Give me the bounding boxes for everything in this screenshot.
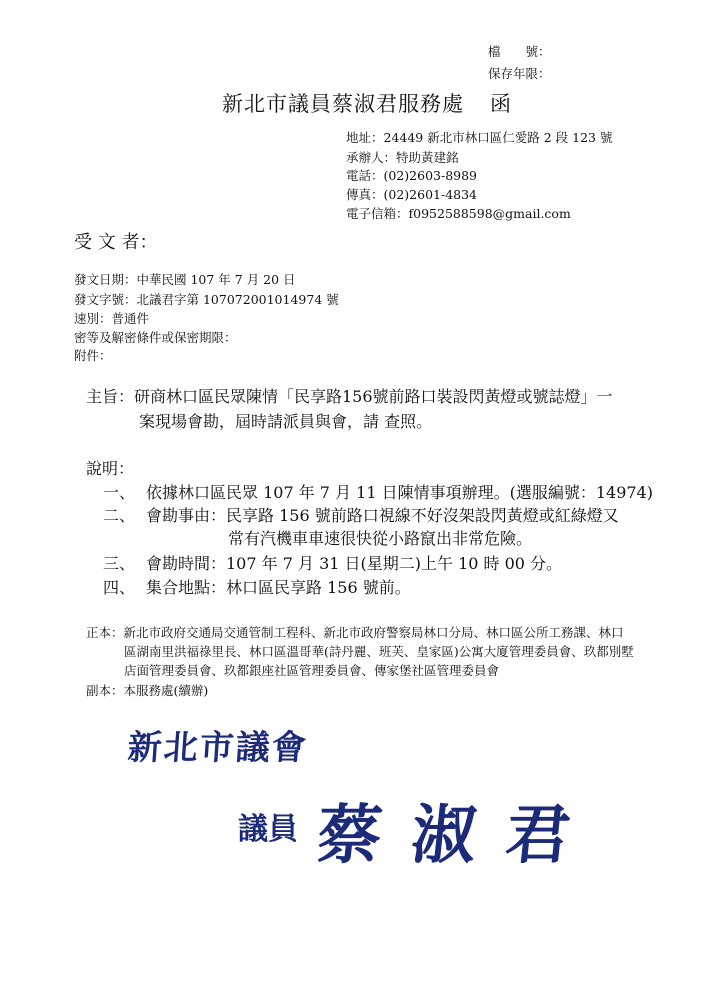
explanation-item-1-number: 一、 <box>103 483 136 502</box>
secrecy-level: 密等及解密條件或保密期限： <box>74 330 237 345</box>
contact-email: 電子信箱：f0952588598@gmail.com <box>346 206 571 221</box>
recipient-label: 受 文 者： <box>74 232 158 253</box>
original-recipients-line-1: 正本：新北市政府交通局交通管制工程科、新北市政府警察局林口分局、林口區公所工務課、林口 <box>86 625 624 640</box>
explanation-item-1-text: 依據林口區民眾 107 年 7 月 11 日陳情事項辦理。(選服編號：14974) <box>146 483 653 502</box>
document-title <box>222 88 512 118</box>
attachment-label: 附件： <box>74 348 112 363</box>
explanation-item-4-number: 四、 <box>103 578 136 597</box>
councilor-title-seal: 議員 <box>238 812 298 847</box>
reference-number: 發文字號：北議君字第 107072001014974 號 <box>74 292 339 307</box>
copy-recipients: 副本：本服務處(續辦) <box>86 683 209 698</box>
explanation-item-2-continuation: 常有汽機車車速很快從小路竄出非常危險。 <box>228 529 533 548</box>
councilor-name-seal: 蔡 淑 君 <box>313 798 578 873</box>
original-recipients-line-3: 店面管理委員會、玖都銀座社區管理委員會、傳家堡社區管理委員會 <box>124 663 500 678</box>
explanation-heading: 說明： <box>86 459 135 478</box>
council-seal-text: 新北市議會 <box>126 728 310 768</box>
contact-phone: 電話：(02)2603-8989 <box>346 168 478 183</box>
contact-fax: 傳真：(02)2601-4834 <box>346 187 478 202</box>
retention-period-label: 保存年限： <box>488 66 551 81</box>
contact-address: 地址：24449 新北市林口區仁愛路 2 段 123 號 <box>346 130 613 145</box>
document-type: 函 <box>490 92 512 116</box>
explanation-item-4-text: 集合地點：林口區民享路 156 號前。 <box>146 578 411 597</box>
explanation-item-2-number: 二、 <box>103 506 136 525</box>
file-number-label: 檔 號： <box>488 44 551 59</box>
explanation-item-3-text: 會勘時間：107 年 7 月 31 日(星期二)上午 10 時 00 分。 <box>146 554 563 573</box>
contact-handler: 承辦人：特助黃建銘 <box>346 150 459 165</box>
delivery-speed: 速別：普通件 <box>74 311 150 326</box>
subject-line-2: 案現場會勘，屆時請派員與會，請 查照。 <box>139 412 433 431</box>
organization-name: 新北市議員蔡淑君服務處 <box>222 92 464 116</box>
subject-line-1: 主旨：研商林口區民眾陳情「民享路156號前路口裝設閃黃燈或號誌燈」一 <box>86 387 613 406</box>
issue-date: 發文日期：中華民國 107 年 7 月 20 日 <box>74 272 296 287</box>
original-recipients-line-2: 區湖南里洪福祿里長、林口區溫哥華(詩丹麗、班芙、皇家區)公寓大廈管理委員會、玖都別墅 <box>124 644 634 659</box>
explanation-item-2-text: 會勘事由：民享路 156 號前路口視線不好沒架設閃黃燈或紅綠燈又 <box>146 506 619 525</box>
explanation-item-3-number: 三、 <box>103 554 136 573</box>
